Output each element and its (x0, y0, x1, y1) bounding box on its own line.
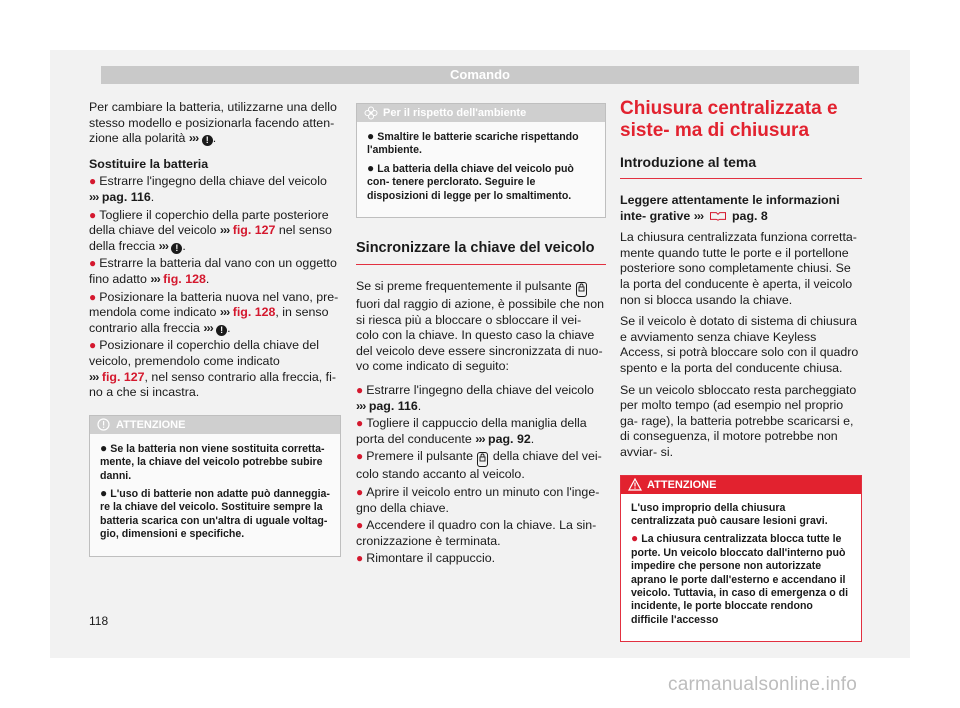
bullet-icon: ● (356, 484, 364, 499)
env-item (367, 130, 595, 158)
lock-key-icon (576, 282, 587, 297)
section-heading: Sincronizzare la chiave del veicolo (356, 240, 606, 265)
page-number: 118 (89, 614, 109, 628)
bullet-icon: ● (89, 174, 97, 189)
watermark: carmanualsonline.info (668, 674, 858, 695)
step-item (89, 256, 341, 287)
bullet-icon: ● (100, 440, 108, 455)
step-item (356, 518, 606, 549)
arrows-icon: ››› (356, 398, 366, 413)
chapter-title: Chiusura centralizzata e siste- ma di chiusura (620, 98, 838, 141)
step-text: , in senso contrario alla freccia (89, 305, 329, 335)
step-end: . (530, 431, 535, 446)
step-text: Estrarre l'ingegno della chiave del veicolo (366, 383, 594, 397)
figure-link[interactable]: fig. 127 (232, 223, 276, 238)
lead-text: Leggere attentamente le informazioni inte- grative (620, 193, 840, 223)
topic-subtitle: Introduzione al tema (620, 154, 862, 179)
intro-text: fuori dal raggio di azione, è possibile che non si riesca più a bloccare o sbloccare il vei- colo con la chiave. In questo caso la chiave del veicolo deve essere sincronizzata di nuo- vo come indicato di seguito: (356, 297, 604, 374)
warning-box (620, 475, 862, 643)
warning-body (90, 434, 340, 556)
arrows-icon: ››› (203, 320, 213, 335)
step-item (356, 449, 606, 483)
step-item (89, 174, 341, 205)
subheading: Sostituire la batteria (89, 156, 209, 171)
page-link[interactable]: pag. 92 (488, 431, 531, 446)
step-text: Rimontare il cappuccio. (366, 551, 496, 566)
figure-link[interactable]: fig. 128 (232, 305, 276, 320)
bullet-icon: ● (356, 416, 364, 431)
bullet-icon: ● (367, 129, 375, 143)
bullet-icon: ● (631, 531, 639, 546)
info-icon: ! (216, 325, 227, 336)
column-middle (356, 103, 606, 569)
arrows-icon: ››› (219, 305, 230, 320)
step-item (89, 290, 341, 337)
step-text: Estrarre l'ingegno della chiave del veicolo (99, 174, 327, 189)
arrows-icon: ››› (89, 189, 99, 204)
intro-paragraph (89, 100, 341, 147)
arrows-icon: ››› (219, 223, 230, 238)
bullet-icon: ● (356, 383, 364, 397)
warning-item (631, 532, 851, 627)
bullet-icon: ● (89, 256, 97, 271)
arrows-icon: ››› (89, 369, 99, 384)
environment-header (357, 104, 605, 122)
bullet-icon: ● (367, 160, 375, 175)
step-text: Togliere il coperchio della parte posteriore della chiave del veicolo (89, 207, 329, 238)
step-end: , nel senso contrario alla freccia, fi- no a che si incastra. (89, 369, 336, 400)
env-text: La batteria della chiave del veicolo può con- tenere perclorato. Seguire le disposizioni di legge per lo smaltimento. (367, 162, 574, 202)
body-paragraph: Se un veicolo sbloccato resta parcheggiato per molto tempo (ad esempio nel proprio ga- rage), la batteria potrebbe scaricarsi e, di conseguenza, il motore potrebbe non avviar- si. (620, 382, 857, 459)
figure-link[interactable]: fig. 127 (101, 369, 145, 384)
bullet-icon: ● (100, 485, 108, 500)
warning-header (621, 476, 861, 494)
step-item (89, 338, 341, 400)
intro-text: Per cambiare la batteria, utilizzarne una dello stesso modello e posizionarla facendo atten- zione alla polarità (89, 100, 337, 146)
arrows-icon: ››› (158, 238, 168, 253)
sync-intro (356, 279, 606, 375)
flower-icon (364, 106, 378, 120)
bullet-icon: ● (356, 551, 364, 566)
intro-end: . (212, 131, 217, 146)
warning-text: La chiusura centralizzata blocca tutte le porte. Un veicolo bloccato dall'interno può impedire che persone non autorizzate aprano le porte dall'esterno e accendano il veicolo. Tuttavia, in caso di emergenza o di incidente, le porte bloccate rendono difficile l'accesso (631, 533, 849, 626)
step-end: . (150, 189, 155, 204)
environment-title: Per il rispetto dell'ambiente (383, 107, 527, 119)
step-text: Aprire il veicolo entro un minuto con l'inge- gno della chiave. (356, 484, 600, 515)
bullet-icon: ● (89, 338, 97, 353)
page-link[interactable]: pag. 116 (368, 398, 418, 413)
step-text: Estrarre la batteria dal vano con un oggetto fino adatto (89, 256, 337, 286)
bullet-icon: ● (89, 207, 97, 222)
lead-paragraph (620, 193, 862, 224)
step-item (356, 551, 606, 567)
step-item (356, 383, 606, 414)
arrows-icon: ››› (475, 431, 485, 446)
warning-title: ATTENZIONE (647, 478, 717, 491)
environment-box (356, 103, 606, 218)
step-end: . (417, 398, 422, 413)
figure-link[interactable]: fig. 128 (163, 271, 206, 286)
column-right (620, 98, 862, 642)
warning-text: Se la batteria non viene sostituita corretta- mente, la chiave del veicolo potrebbe subire danni. (100, 442, 325, 482)
warning-item (100, 487, 330, 542)
arrows-icon: ››› (693, 208, 704, 223)
warning-body (621, 494, 861, 642)
page-link[interactable]: pag. 116 (101, 189, 151, 204)
step-text: Accendere il quadro con la chiave. La sin- cronizzazione è terminata. (356, 518, 597, 548)
arrows-icon: ››› (150, 271, 160, 286)
warning-lead: L'uso improprio della chiusura centralizzata può causare lesioni gravi. (631, 501, 828, 527)
warning-title: ATTENZIONE (116, 418, 186, 431)
arrows-icon: ››› (188, 131, 199, 146)
lock-key-icon (477, 452, 488, 467)
bullet-icon: ● (356, 518, 364, 533)
step-item (356, 416, 606, 447)
step-text: Togliere il cappuccio della maniglia della porta del conducente (356, 416, 587, 446)
step-item (89, 208, 341, 255)
step-text: nel senso della freccia (89, 223, 332, 253)
step-end: . (227, 320, 231, 335)
intro-text: Se si preme frequentemente il pulsante (356, 279, 572, 294)
step-text: Posizionare il coperchio della chiave del veicolo, premendolo come indicato (89, 338, 319, 368)
step-text: Premere il pulsante (366, 449, 473, 464)
column-left (89, 100, 341, 557)
warning-icon (97, 418, 110, 431)
step-end: . (205, 271, 210, 286)
body-paragraph: La chiusura centralizzata funziona corretta- mente quando tutte le porte e il portellone posteriore sono completamente chiusi. Se la porta del conducente è aperta, il veicolo non si blocca usando la chiave. (620, 230, 857, 307)
warning-header (90, 416, 340, 434)
environment-body (357, 122, 605, 217)
step-text: Posizionare la batteria nuova nel vano, pre- mendola come indicato (89, 289, 339, 320)
env-text: Smaltire le batterie scariche rispettando l'ambiente. (367, 131, 579, 157)
warning-item (100, 442, 330, 483)
bullet-icon: ● (89, 289, 97, 304)
warning-triangle-icon (628, 478, 642, 491)
env-item (367, 162, 595, 203)
step-end: . (182, 238, 186, 253)
warning-box (89, 415, 341, 557)
step-item (356, 485, 606, 516)
warning-text: L'uso di batterie non adatte può danneggia- re la chiave del veicolo. Sostituire sempre la batteria scarica con un'altra di uguale voltag- gio, dimensioni e specifiche. (100, 487, 330, 541)
section-header: Comando (101, 66, 859, 84)
body-paragraph: Se il veicolo è dotato di sistema di chiusura e avviamento senza chiave Keyless Access, si potrà bloccare solo con il quadro spento e la porta del conducente chiusa. (620, 314, 859, 375)
book-icon (707, 211, 729, 221)
info-icon: ! (171, 243, 182, 254)
step-text: della chiave del vei- colo stando accanto al veicolo. (356, 449, 602, 482)
info-icon: ! (202, 135, 213, 146)
bullet-icon: ● (356, 449, 364, 464)
page-link[interactable]: pag. 8 (731, 208, 768, 223)
